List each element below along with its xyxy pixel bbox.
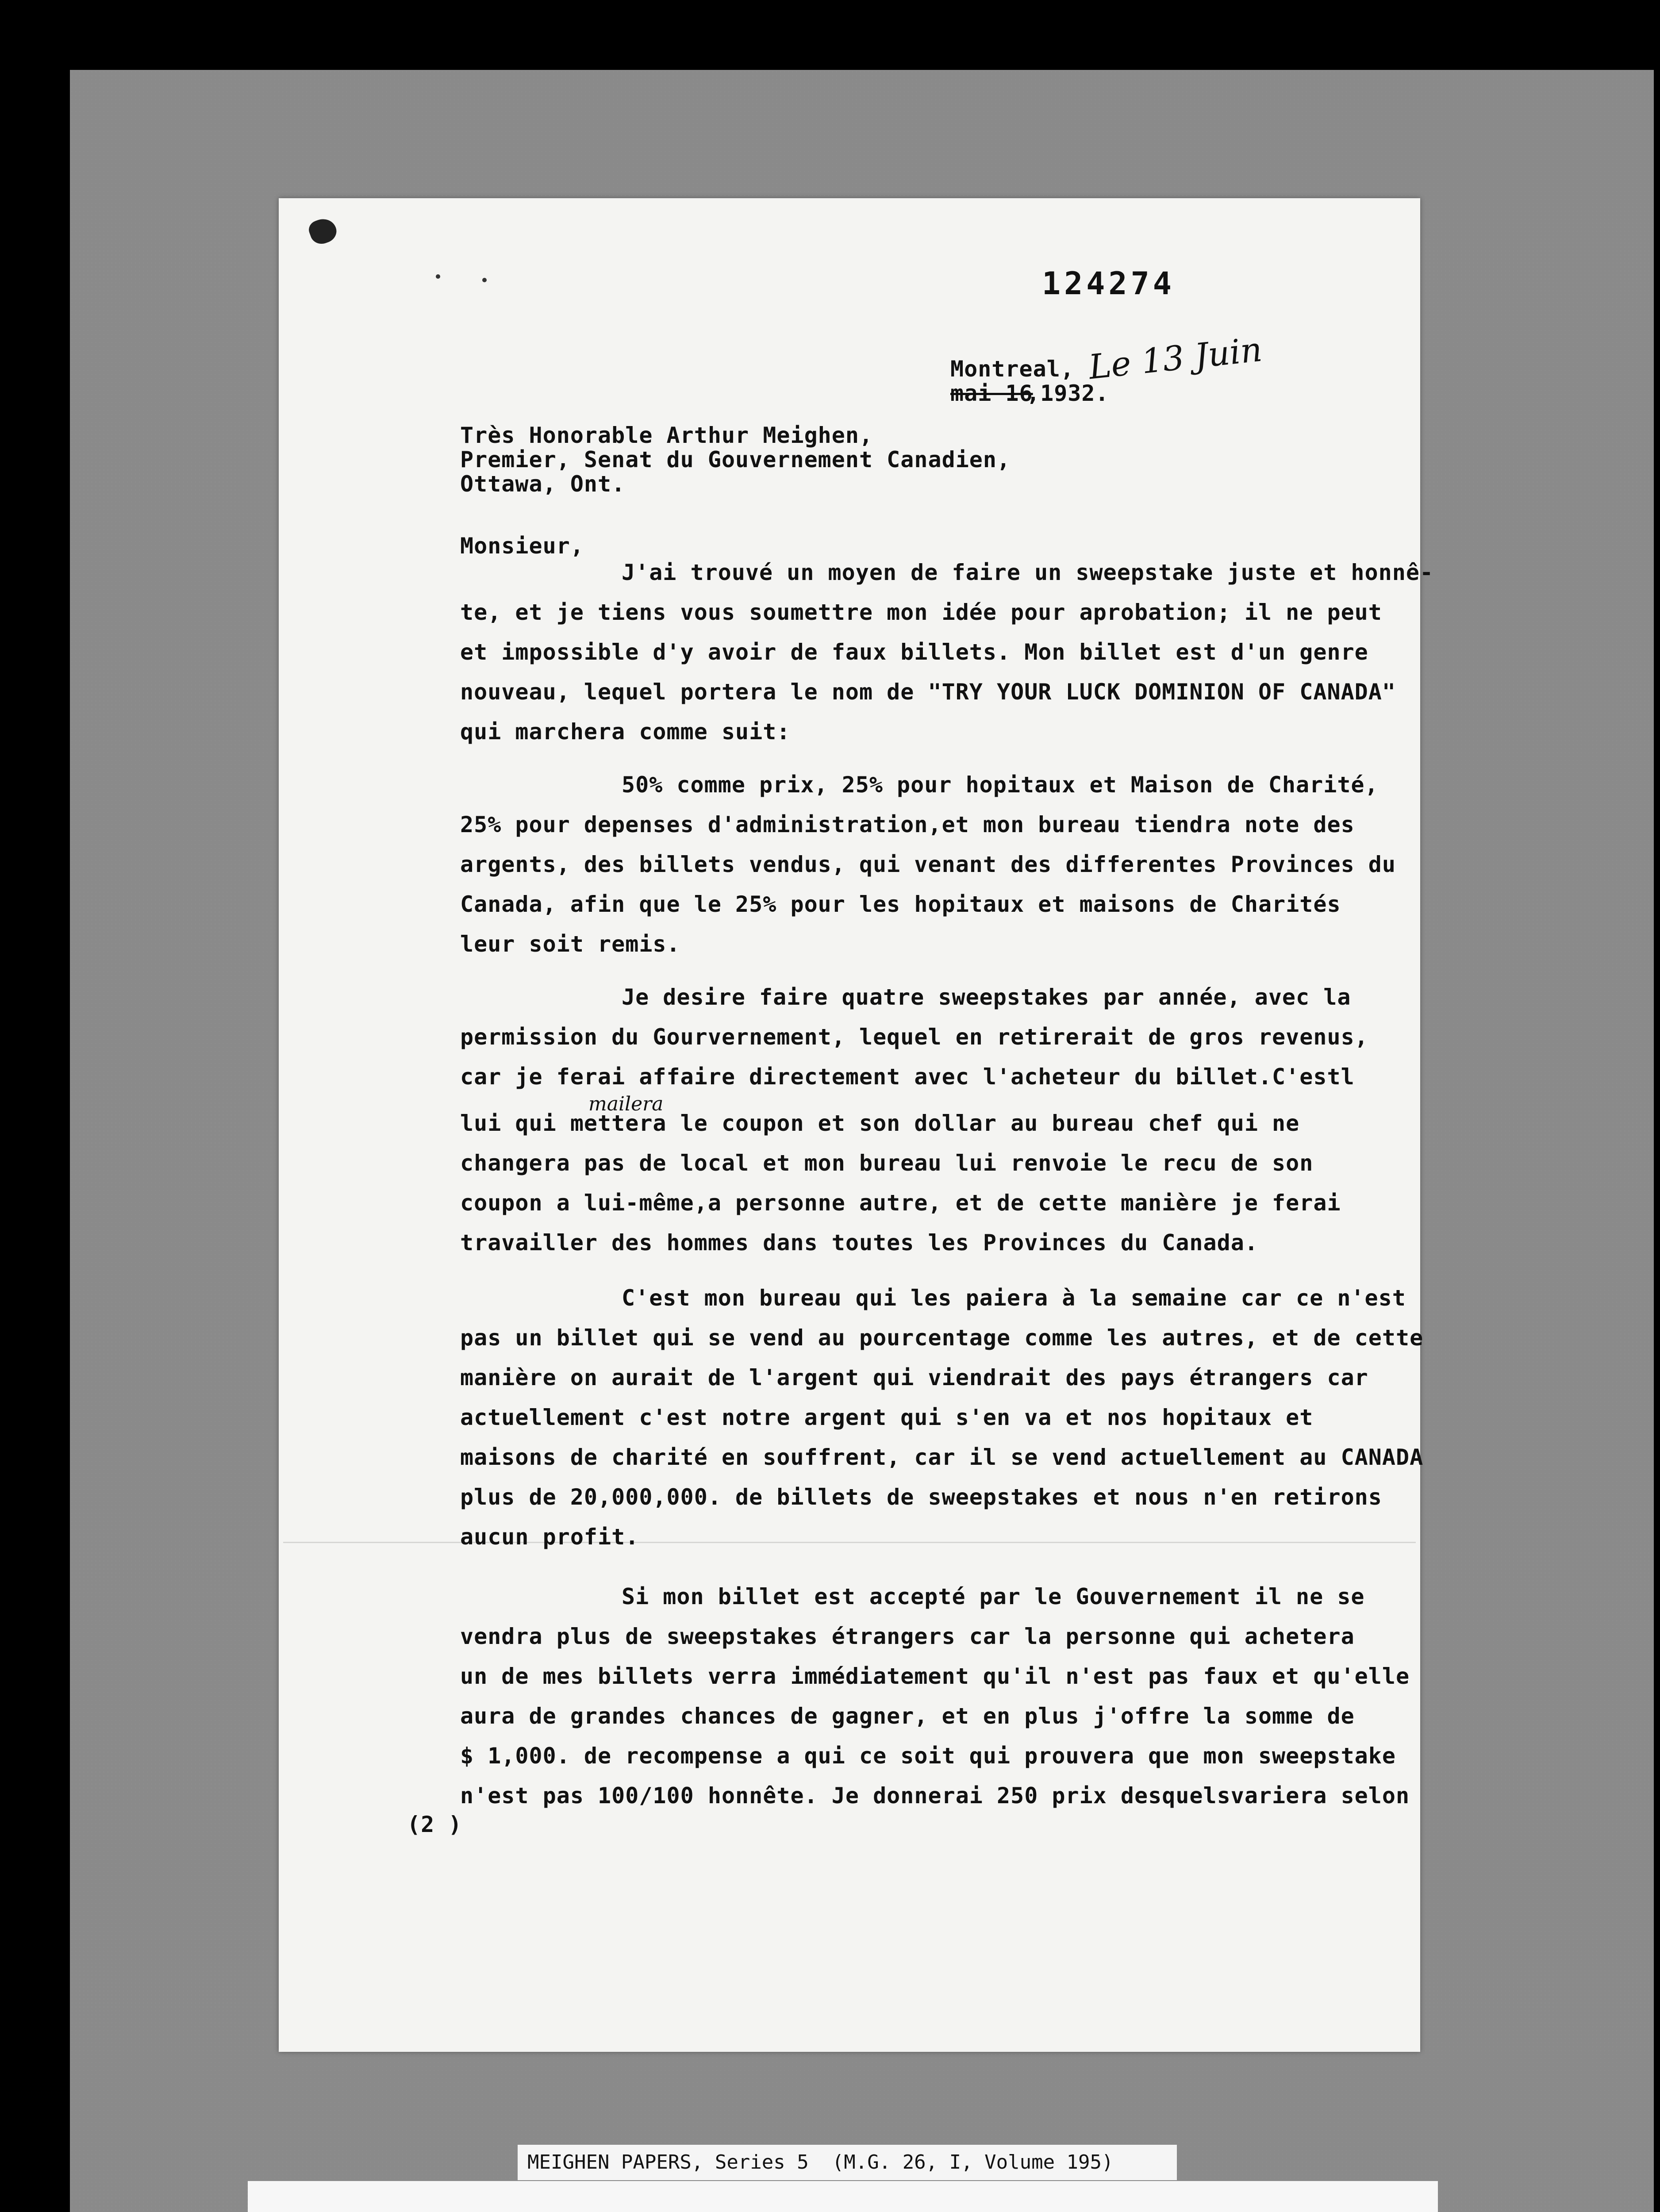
addressee-line: Premier, Senat du Gouvernement Canadien, [460, 447, 1011, 472]
body-line: changera pas de local et mon bureau lui renvoie le recu de son [460, 1150, 1314, 1176]
salutation: Monsieur, [460, 533, 584, 559]
handwritten-insert: mailera [588, 1093, 664, 1115]
body-line: actuellement c'est notre argent qui s'en va et nos hopitaux et [460, 1405, 1314, 1430]
body-line: vendra plus de sweepstakes étrangers car la personne qui achetera [460, 1624, 1355, 1649]
page-marker: (2 ) [407, 1812, 462, 1837]
body-line: maisons de charité en souffrent, car il se vend actuellement au CANADA [460, 1444, 1424, 1470]
body-line: un de mes billets verra immédiatement qu'il n'est pas faux et qu'elle [460, 1663, 1410, 1689]
body-line: Canada, afin que le 25% pour les hopitaux et maisons de Charités [460, 891, 1341, 917]
body-line: aucun profit. [460, 1524, 639, 1550]
ink-speck [482, 278, 487, 282]
body-line: permission du Gourvernement, lequel en retirerait de gros revenus, [460, 1024, 1368, 1050]
body-line: C'est mon bureau qui les paiera à la semaine car ce n'est [622, 1285, 1406, 1311]
ink-speck [436, 274, 440, 279]
body-line: travailler des hommes dans toutes les Provinces du Canada. [460, 1230, 1258, 1256]
body-line: qui marchera comme suit: [460, 719, 791, 745]
handwritten-date: Le 13 Juin [1087, 329, 1264, 387]
body-line: argents, des billets vendus, qui venant des differentes Provinces du [460, 852, 1396, 877]
body-line: coupon a lui-même,a personne autre, et de cette manière je ferai [460, 1190, 1341, 1216]
body-line: et impossible d'y avoir de faux billets. Mon billet est d'un genre [460, 639, 1368, 665]
body-line: leur soit remis. [460, 931, 680, 957]
body-line: te, et je tiens vous soumettre mon idée pour aprobation; il ne peut [460, 599, 1382, 625]
addressee-line: Très Honorable Arthur Meighen, [460, 422, 873, 448]
body-line: lui qui mettera le coupon et son dollar au bureau chef qui ne [460, 1110, 1300, 1136]
body-line: Si mon billet est accepté par le Gouvernement il ne se [622, 1584, 1365, 1609]
document-number: 124274 [1042, 265, 1175, 302]
date-year: ,1932. [1026, 380, 1109, 406]
date-city: Montreal, [950, 356, 1074, 382]
body-line: nouveau, lequel portera le nom de "TRY YOUR LUCK DOMINION OF CANADA" [460, 679, 1396, 705]
addressee-line: Ottawa, Ont. [460, 471, 626, 497]
body-line: Je desire faire quatre sweepstakes par année, avec la [622, 984, 1351, 1010]
struck-date: mai 16 [950, 380, 1033, 406]
body-line: aura de grandes chances de gagner, et en plus j'offre la somme de [460, 1703, 1355, 1729]
body-line: plus de 20,000,000. de billets de sweepstakes et nous n'en retirons [460, 1484, 1382, 1510]
body-line: manière on aurait de l'argent qui viendrait des pays étrangers car [460, 1365, 1368, 1390]
archives-card [248, 2181, 1438, 2212]
page-fold-line [283, 1542, 1416, 1543]
body-line: car je ferai affaire directement avec l'acheteur du billet.C'estl [460, 1064, 1355, 1090]
body-line: J'ai trouvé un moyen de faire un sweepstake juste et honnê- [622, 560, 1434, 585]
series-label: MEIGHEN PAPERS, Series 5 (M.G. 26, I, Volume 195) [518, 2145, 1177, 2180]
body-line: 50% comme prix, 25% pour hopitaux et Maison de Charité, [622, 772, 1379, 798]
body-line: n'est pas 100/100 honnête. Je donnerai 250 prix desquelsvariera selon [460, 1783, 1410, 1809]
body-line: 25% pour depenses d'administration,et mon bureau tiendra note des [460, 812, 1355, 837]
body-line: pas un billet qui se vend au pourcentage comme les autres, et de cette [460, 1325, 1424, 1351]
body-line: $ 1,000. de recompense a qui ce soit qui prouvera que mon sweepstake [460, 1743, 1396, 1769]
